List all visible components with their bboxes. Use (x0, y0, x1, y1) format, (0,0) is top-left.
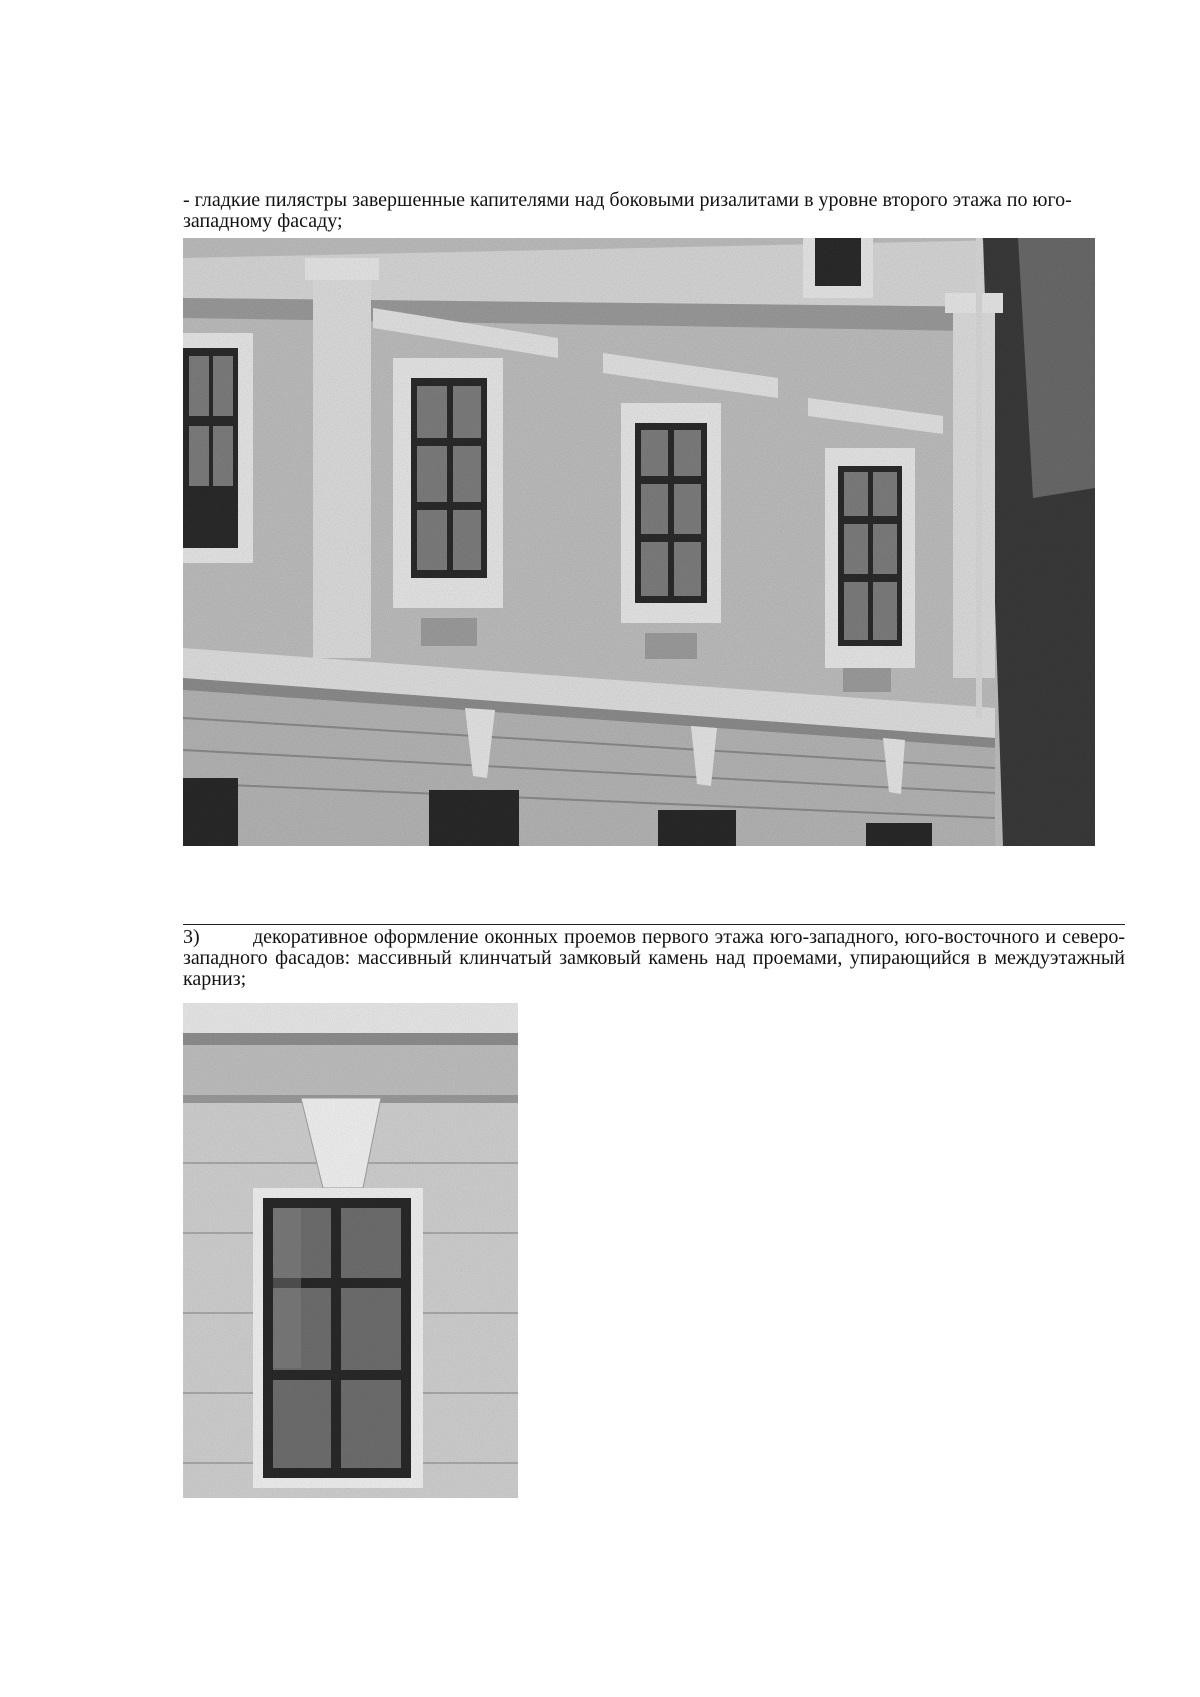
keystone-photo-drawing (183, 1003, 518, 1498)
facade-photo-drawing (183, 238, 1095, 846)
item-text: декоративное оформление оконных проемов первого этажа юго-западного, юго-восточного и северо-западного фасадов: массивный клинчатый замковый камень над проемами, упирающийся в междуэтажный карниз; (183, 926, 1125, 990)
pilasters-description: - гладкие пилястры завершенные капителями над боковыми ризалитами в уровне второго этажа по юго-западному фасаду; (183, 189, 1072, 232)
item-number: 3) (183, 926, 200, 948)
window-decoration-description (183, 924, 1125, 990)
keystone-window-photo (183, 1003, 518, 1498)
facade-pilasters-photo (183, 238, 1095, 846)
